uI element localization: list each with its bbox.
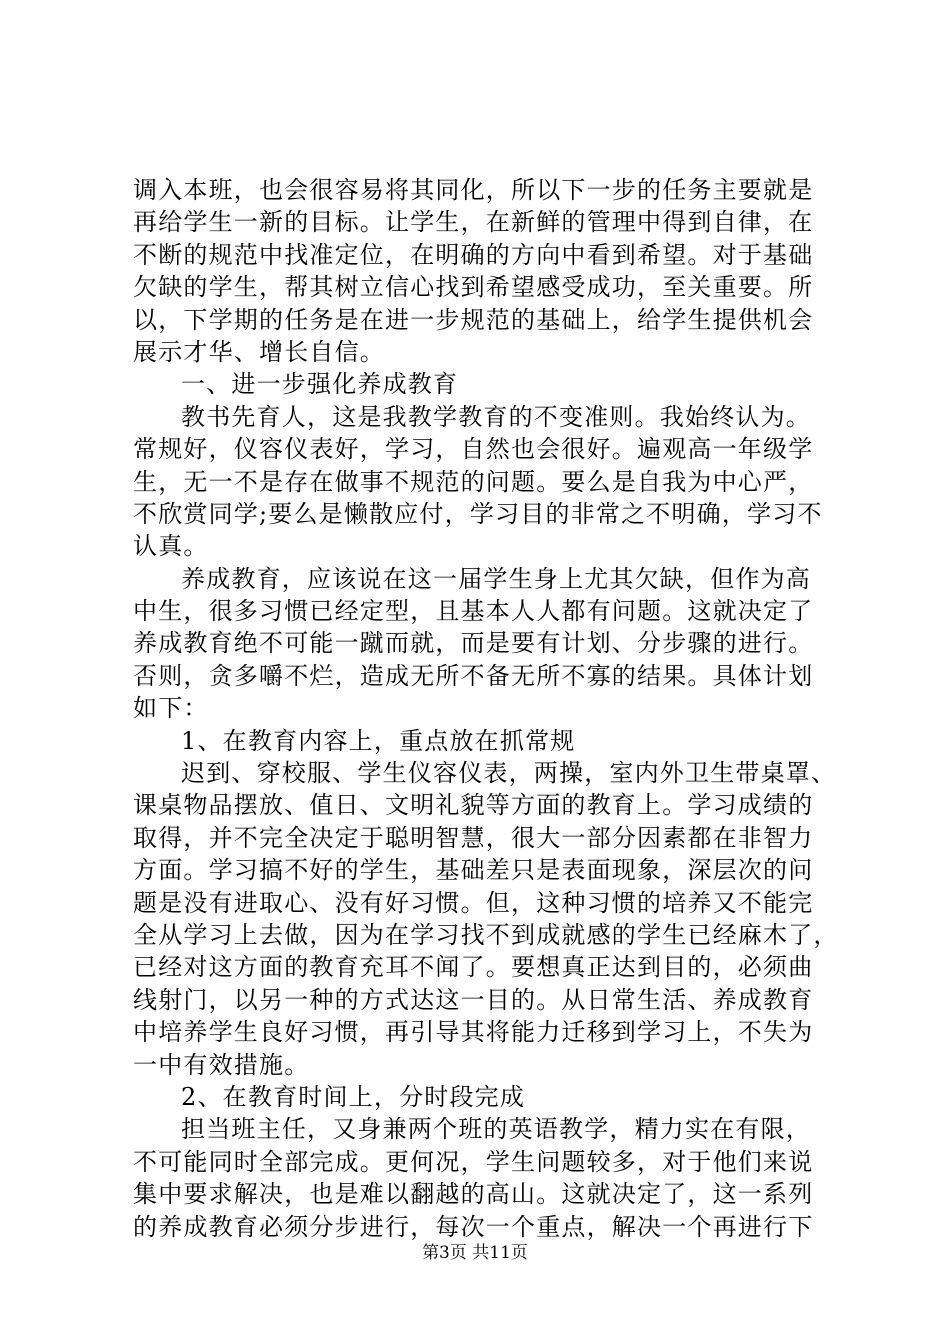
text-line: 集中要求解决，也是难以翻越的高山。这就决定了，这一系列 [133, 1180, 814, 1209]
text-line: 否则，贪多嚼不烂，造成无所不备无所不寡的结果。具体计划 [133, 661, 814, 690]
text-line: 如下： [133, 694, 209, 723]
text-line: 已经对这方面的教育充耳不闻了。要想真正达到目的，必须曲 [133, 953, 814, 982]
text-line: 的养成教育必须分步进行，每次一个重点，解决一个再进行下 [133, 1212, 814, 1241]
text-line: 一中有效措施。 [133, 1050, 310, 1079]
text-line: 以，下学期的任务是在进一步规范的基础上，给学生提供机会 [133, 305, 814, 334]
paragraph-start-line: 担当班主任，又身兼两个班的英语教学，精力实在有限， [181, 1115, 811, 1144]
page-footer [0, 1243, 950, 1263]
text-line: 常规好，仪容仪表好，学习，自然也会很好。遍观高一年级学 [133, 435, 814, 464]
text-line: 调入本班，也会很容易将其同化，所以下一步的任务主要就是 [133, 176, 814, 204]
text-line: 生，无一不是存在做事不规范的问题。要么是自我为中心严， [133, 467, 814, 496]
text-line: 中生，很多习惯已经定型，且基本人人都有问题。这就决定了 [133, 597, 814, 626]
page-number: 第3页 共11页 [422, 1243, 528, 1263]
paragraph-start-line: 养成教育，应该说在这一届学生身上尤其欠缺，但作为高 [181, 564, 811, 593]
text-line: 题是没有进取心、没有好习惯。但，这种习惯的培养又不能完 [133, 888, 814, 917]
text-line: 认真。 [133, 532, 209, 561]
text-line: 不断的规范中找准定位，在明确的方向中看到希望。对于基础 [133, 240, 814, 269]
text-line: 全从学习上去做，因为在学习找不到成就感的学生已经麻木了， [133, 920, 839, 949]
text-line: 不欣赏同学;要么是懒散应付，学习目的非常之不明确，学习不 [133, 499, 823, 528]
text-line: 中培养学生良好习惯，再引导其将能力迁移到学习上，不失为 [133, 1018, 814, 1047]
text-line: 欠缺的学生，帮其树立信心找到希望感受成功，至关重要。所 [133, 273, 814, 302]
paragraph-start-line: 教书先育人，这是我教学教育的不变准则。我始终认为。 [181, 402, 811, 431]
text-line: 不可能同时全部完成。更何况，学生问题较多，对于他们来说 [133, 1147, 814, 1176]
subsection-heading: 1、在教育内容上，重点放在抓常规 [181, 726, 576, 755]
subsection-heading: 2、在教育时间上，分时段完成 [181, 1082, 526, 1111]
text-line: 线射门，以另一种的方式达这一目的。从日常生活、养成教育 [133, 985, 814, 1014]
section-heading: 一、进一步强化养成教育 [181, 370, 459, 399]
document-body [133, 174, 839, 1243]
paragraph-start-line: 迟到、穿校服、学生仪容仪表，两操，室内外卫生带桌罩、 [181, 759, 837, 788]
text-line: 方面。学习搞不好的学生，基础差只是表面现象，深层次的问 [133, 856, 814, 885]
text-line: 取得，并不完全决定于聪明智慧，很大一部分因素都在非智力 [133, 823, 814, 852]
text-line: 再给学生一新的目标。让学生，在新鲜的管理中得到自律，在 [133, 208, 814, 237]
text-line: 养成教育绝不可能一蹴而就，而是要有计划、分步骤的进行。 [133, 629, 814, 658]
text-line: 课桌物品摆放、值日、文明礼貌等方面的教育上。学习成绩的 [133, 791, 814, 820]
text-line: 展示才华、增长自信。 [133, 337, 385, 366]
